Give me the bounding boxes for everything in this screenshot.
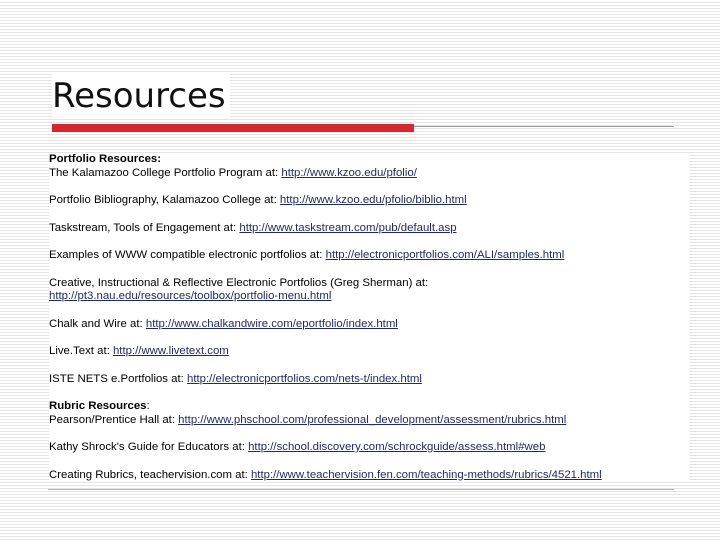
- resource-entry-www-examples: [49, 249, 689, 263]
- resource-label: Creating Rubrics, teachervision.com at:: [49, 468, 251, 481]
- resource-link[interactable]: http://www.livetext.com: [112, 345, 229, 357]
- resource-link[interactable]: http://www.chalkandwire.com/eportfolio/index.html: [145, 317, 398, 330]
- resource-link[interactable]: http://www.phschool.com/professional_development/assessment/rubrics.html: [178, 413, 567, 426]
- resource-entry-kalamazoo-program: [49, 167, 689, 181]
- title-divider-line: [414, 126, 674, 127]
- resource-label: Live.Text at:: [49, 345, 113, 357]
- resource-entry-kathy-shrock: [49, 441, 689, 455]
- title-accent-bar: [52, 124, 414, 132]
- resource-entry-chalk-and-wire: [49, 318, 689, 332]
- footer-divider-line: [48, 489, 674, 490]
- resource-link[interactable]: http://electronicportfolios.com/nets-t/index.html: [187, 372, 422, 385]
- resource-link[interactable]: http://www.kzoo.edu/pfolio/: [281, 166, 417, 179]
- rubric-resources-heading-line: [49, 400, 689, 414]
- portfolio-resources-heading: Portfolio Resources:: [49, 153, 162, 165]
- slide-title: Resources: [52, 74, 230, 118]
- resource-label: ISTE NETS e.Portfolios at:: [49, 372, 188, 385]
- resource-link[interactable]: http://school.discovery.com/schrockguide/assess.html#web: [248, 441, 546, 453]
- resource-entry-pearson: [49, 414, 689, 428]
- resource-entry-teachervision: [49, 469, 689, 483]
- resource-label: Creative, Instructional & Reflective Electronic Portfolios (Greg Sherman) at:: [49, 276, 429, 289]
- resource-label: The Kalamazoo College Portfolio Program at:: [49, 166, 282, 179]
- resource-label: Kathy Shrock's Guide for Educators at:: [49, 441, 249, 453]
- resource-entry-iste-nets: [49, 373, 689, 387]
- resource-entry-taskstream: [49, 222, 689, 236]
- rubric-resources-heading: Rubric Resources: [49, 400, 147, 412]
- resource-label: Chalk and Wire at:: [49, 317, 146, 330]
- resource-label: Portfolio Bibliography, Kalamazoo College at:: [49, 194, 280, 206]
- resource-link[interactable]: http://www.kzoo.edu/pfolio/biblio.html: [279, 194, 467, 206]
- resource-label: Taskstream, Tools of Engagement at:: [49, 221, 240, 234]
- resource-entry-kalamazoo-bibliography: [49, 194, 689, 208]
- resource-entry-greg-sherman: [49, 277, 689, 304]
- resource-link[interactable]: http://www.taskstream.com/pub/default.asp: [239, 221, 457, 234]
- resource-link[interactable]: http://pt3.nau.edu/resources/toolbox/portfolio-menu.html: [49, 290, 332, 302]
- resource-link[interactable]: http://electronicportfolios.com/ALI/samples.html: [325, 249, 565, 261]
- rubric-heading-colon: :: [146, 400, 150, 412]
- resource-link[interactable]: http://www.teachervision.fen.com/teaching-methods/rubrics/4521.html: [250, 468, 602, 481]
- resource-label: Examples of WWW compatible electronic portfolios at:: [49, 249, 326, 261]
- resource-entry-livetext: [49, 345, 689, 359]
- resource-label: Pearson/Prentice Hall at:: [49, 413, 179, 426]
- resource-list: [49, 153, 689, 482]
